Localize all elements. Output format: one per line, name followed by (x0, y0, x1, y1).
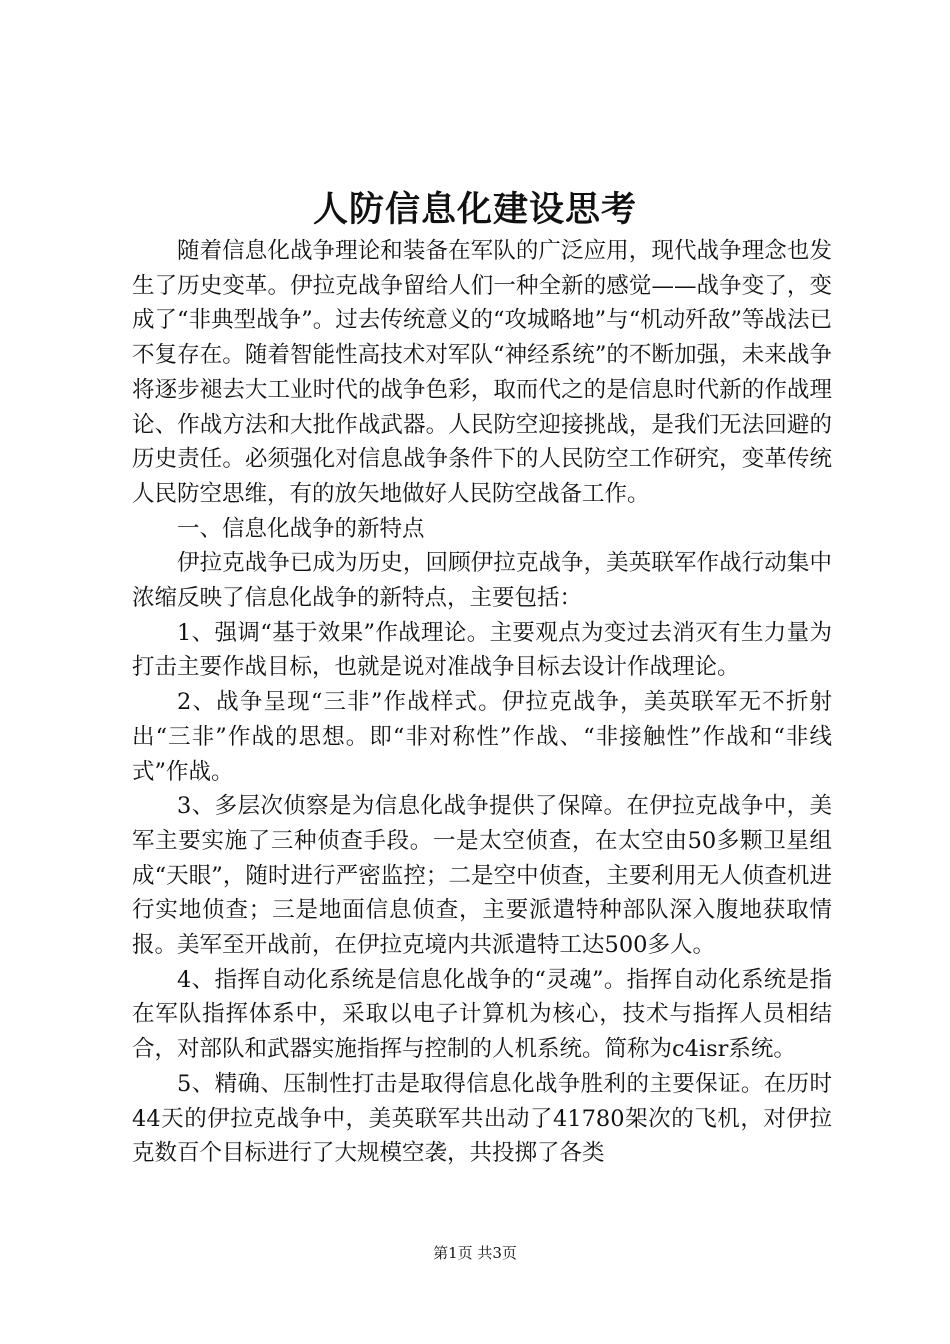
section-heading-1: 一、信息化战争的新特点 (177, 515, 425, 542)
paragraph-point-1: 1、强调“基于效果”作战理论。主要观点为变过去消灭有生力量为打击主要作战目标，也就是说对准战争目标去设计作战理论。 (132, 619, 832, 681)
paragraph-point-5: 5、精确、压制性打击是取得信息化战争胜利的主要保证。在历时44天的伊拉克战争中，美英联军共出动了41780架次的飞机，对伊拉克数百个目标进行了大规模空袭，共投掷了各类 (132, 1070, 832, 1167)
paragraph-point-4: 4、指挥自动化系统是信息化战争的“灵魂”。指挥自动化系统是指在军队指挥体系中，采取以电子计算机为核心，技术与指挥人员相结合，对部队和武器实施指挥与控制的人机系统。简称为c4isr系统。 (132, 966, 832, 1063)
document-body (132, 234, 832, 1171)
paragraph-point-2: 2、战争呈现“三非”作战样式。伊拉克战争，美英联军无不折射出“三非”作战的思想。即“非对称性”作战、“非接触性”作战和“非线式”作战。 (132, 689, 832, 785)
document-title: 人防信息化建设思考 (312, 189, 637, 230)
paragraph-review: 伊拉克战争已成为历史，回顾伊拉克战争，美英联军作战行动集中浓缩反映了信息化战争的新特点，主要包括： (132, 550, 832, 612)
page-footer: 第1页 共3页 (433, 1244, 517, 1262)
paragraph-intro: 随着信息化战争理论和装备在军队的广泛应用，现代战争理念也发生了历史变革。伊拉克战争留给人们一种全新的感觉——战争变了，变成了“非典型战争”。过去传统意义的“攻城略地”与“机动歼敌”等战法已不复存在。随着智能性高技术对军队“神经系统”的不断加强，未来战争将逐步褪去大工业时代的战争色彩，取而代之的是信息时代新的作战理论、作战方法和大批作战武器。人民防空迎接挑战，是我们无法回避的历史责任。必须强化对信息战争条件下的人民防空工作研究，变革传统人民防空思维，有的放矢地做好人民防空战备工作。 (132, 238, 832, 507)
paragraph-point-3: 3、多层次侦察是为信息化战争提供了保障。在伊拉克战争中，美军主要实施了三种侦查手段。一是太空侦查，在太空由50多颗卫星组成“天眼”，随时进行严密监控；二是空中侦查，主要利用无人侦查机进行实地侦查；三是地面信息侦查，主要派遣特种部队深入腹地获取情报。美军至开战前，在伊拉克境内共派遣特工达500多人。 (132, 793, 832, 959)
